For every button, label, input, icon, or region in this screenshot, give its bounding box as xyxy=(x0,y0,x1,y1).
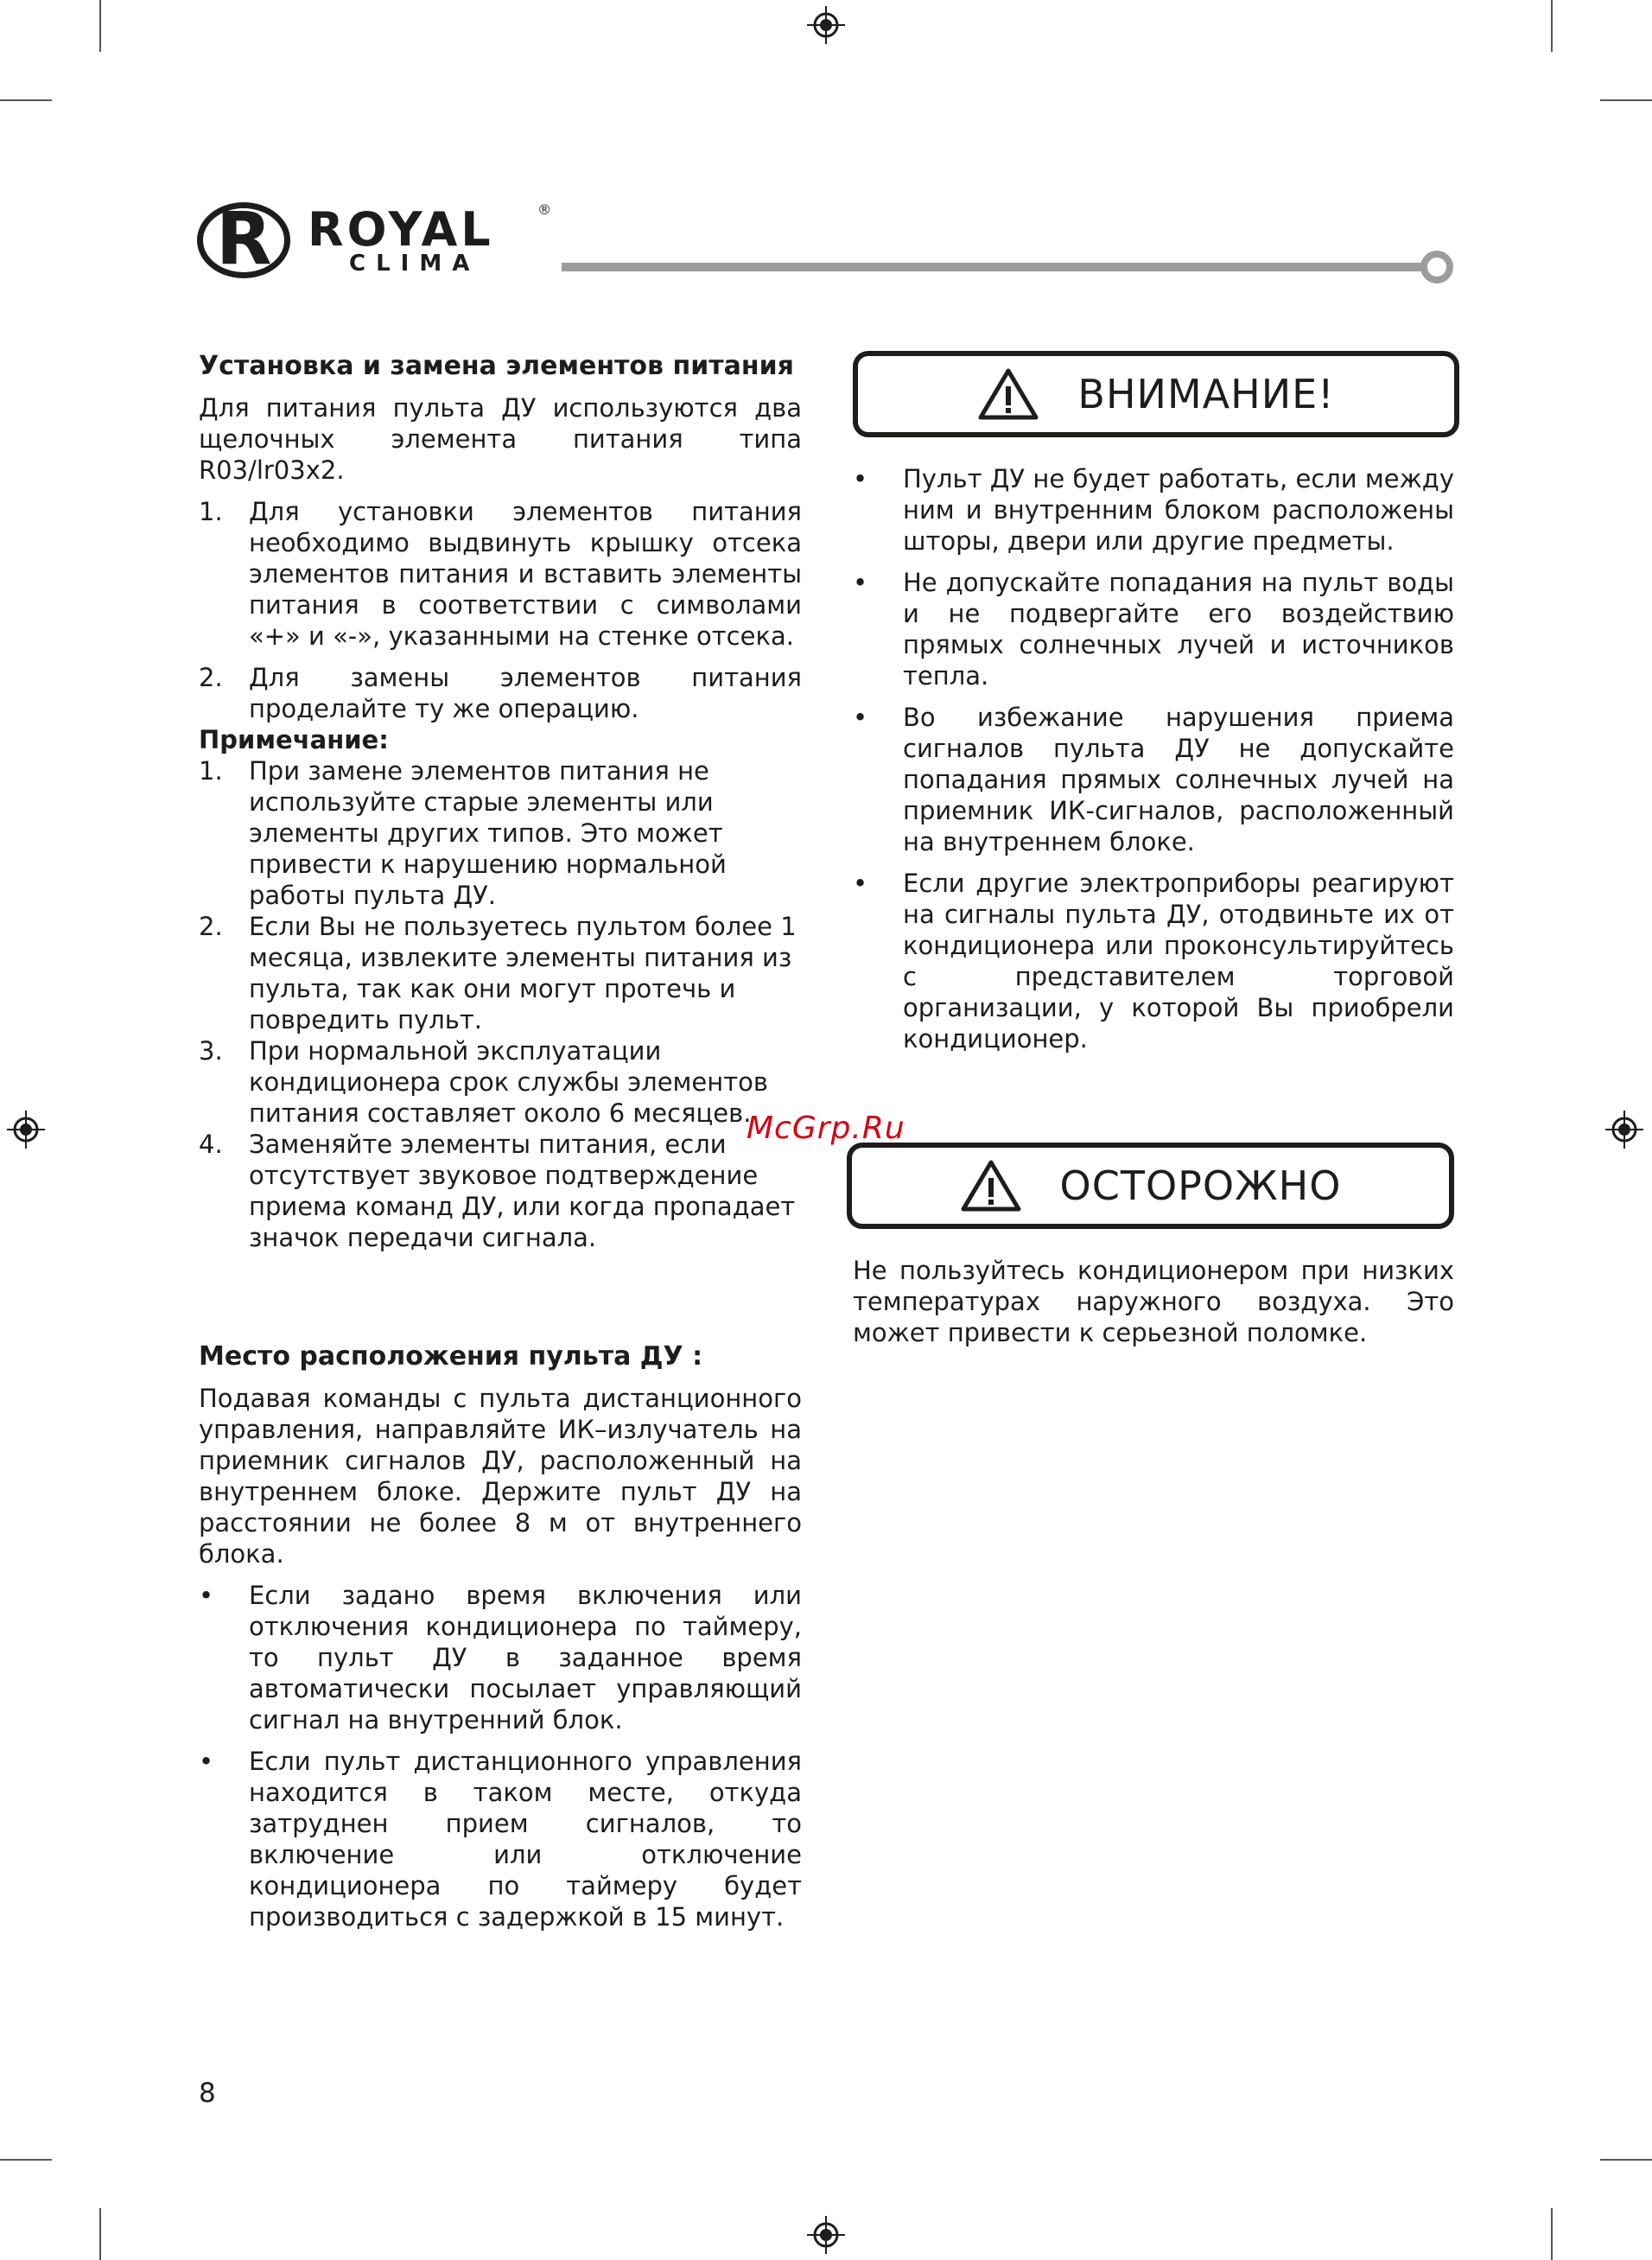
list-item xyxy=(199,1746,802,1932)
right-column xyxy=(853,463,1454,1065)
caution-box xyxy=(847,1143,1454,1229)
batteries-intro: Для питания пульта ДУ используются два щелочных элемента питания типа R03/lr03x2. xyxy=(199,393,802,485)
list-item xyxy=(199,1129,802,1253)
registration-mark-icon xyxy=(807,6,845,44)
logo-name: ROYAL xyxy=(308,202,494,257)
list-marker: • xyxy=(199,1747,214,1776)
caution-text-block xyxy=(853,1255,1454,1359)
crop-mark xyxy=(0,99,52,101)
logo-subname: CLIMA xyxy=(349,251,480,277)
list-item-text: При замене элементов питания не используйте старые элементы или элементы других типов. Это может привести к нарушению нормальной работы пульта ДУ. xyxy=(249,756,727,910)
remote-location-bullets xyxy=(199,1580,802,1932)
list-marker: 2. xyxy=(199,663,223,692)
list-marker: • xyxy=(853,869,868,898)
notes-list xyxy=(199,755,802,1253)
left-column-lower xyxy=(199,1341,802,1943)
list-marker: • xyxy=(199,1581,214,1610)
list-item-text: Пульт ДУ не будет работать, если между ним и внутренним блоком расположены шторы, двери или другие предметы. xyxy=(903,464,1454,556)
list-item xyxy=(199,496,802,652)
header-rule-endpoint xyxy=(1420,251,1453,283)
list-marker: • xyxy=(853,568,868,597)
logo-letter: R xyxy=(216,196,272,281)
list-marker: 2. xyxy=(199,912,223,941)
list-marker: 1. xyxy=(199,756,223,786)
list-marker: 1. xyxy=(199,497,223,526)
warning-triangle-icon xyxy=(977,367,1039,421)
list-item-text: Не допускайте попадания на пульт воды и не подвергайте его воздействию прямых солнечных лучей и источников тепла. xyxy=(903,568,1454,691)
registration-mark-icon xyxy=(807,2216,845,2254)
list-marker: • xyxy=(853,464,868,493)
list-item-text: Заменяйте элементы питания, если отсутствует звуковое подтверждение приема команд ДУ, или когда пропадает значок передачи сигнала. xyxy=(249,1130,796,1252)
note-title: Примечание: xyxy=(199,725,389,754)
crop-mark xyxy=(1600,2159,1652,2161)
list-marker: • xyxy=(853,703,868,732)
list-item xyxy=(199,911,802,1035)
crop-mark xyxy=(1551,0,1553,52)
list-marker: 4. xyxy=(199,1130,223,1159)
list-item xyxy=(853,702,1454,857)
list-item xyxy=(199,1580,802,1735)
crop-mark xyxy=(0,2159,52,2161)
list-item-text: Если задано время включения или отключения кондиционера по таймеру, то пульт ДУ в заданное время автоматически посылает управляющий сигнал на внутренний блок. xyxy=(249,1581,802,1735)
warning-triangle-icon xyxy=(960,1159,1022,1213)
registration-mark-icon xyxy=(1605,1111,1643,1149)
crop-mark xyxy=(99,0,101,52)
caution-label: ОСТОРОЖНО xyxy=(1059,1162,1342,1209)
list-item-text: Для замены элементов питания проделайте ту же операцию. xyxy=(249,663,802,723)
remote-location-intro: Подавая команды с пульта дистанционного управления, направляйте ИК–излучатель на приемник сигналов ДУ, расположенный на внутреннем блоке. Держите пульт ДУ на расстоянии не более 8 м от внутреннего блока. xyxy=(199,1384,802,1569)
left-column xyxy=(199,351,802,1253)
brand-logo xyxy=(197,196,560,281)
caution-text: Не пользуйтесь кондиционером при низких температурах наружного воздуха. Это может привести к серьезной поломке. xyxy=(853,1256,1454,1347)
warning-bullets xyxy=(853,463,1454,1054)
watermark: McGrp.Ru xyxy=(747,1111,905,1146)
section-title-batteries: Установка и замена элементов питания xyxy=(199,351,794,381)
list-marker: 3. xyxy=(199,1036,223,1066)
page-number: 8 xyxy=(199,2078,216,2109)
list-item xyxy=(853,463,1454,557)
list-item-text: Если Вы не пользуетесь пультом более 1 месяца, извлеките элементы питания из пульта, так как они могут протечь и повредить пульт. xyxy=(249,912,797,1035)
header-rule xyxy=(562,263,1426,271)
list-item xyxy=(199,1035,802,1129)
warning-label: ВНИМАНИЕ! xyxy=(1077,371,1335,417)
list-item xyxy=(199,755,802,911)
logo-registered-mark: ® xyxy=(537,201,551,218)
crop-mark xyxy=(1551,2208,1553,2260)
warning-box xyxy=(853,351,1459,437)
list-item xyxy=(199,662,802,724)
list-item xyxy=(853,567,1454,691)
list-item-text: Если пульт дистанционного управления находится в таком месте, откуда затруднен прием сигналов, то включение или отключение кондиционера по таймеру будет производиться с задержкой в 15 минут. xyxy=(249,1747,802,1932)
crop-mark xyxy=(1600,99,1652,101)
list-item xyxy=(853,868,1454,1054)
list-item-text: Для установки элементов питания необходимо выдвинуть крышку отсека элементов питания и вставить элементы питания в соответствии с символами «+» и «-», указанными на стенке отсека. xyxy=(249,497,802,651)
list-item-text: При нормальной эксплуатации кондиционера срок службы элементов питания составляет около 6 месяцев. xyxy=(249,1036,768,1128)
crop-mark xyxy=(99,2208,101,2260)
battery-steps-list xyxy=(199,496,802,724)
list-item-text: Во избежание нарушения приема сигналов пульта ДУ не допускайте попадания прямых солнечных лучей на приемник ИК-сигналов, расположенный на внутреннем блоке. xyxy=(903,703,1454,856)
list-item-text: Если другие электроприборы реагируют на сигналы пульта ДУ, отодвиньте их от кондиционера или проконсультируйтесь с представителем торговой организации, у которой Вы приобрели кондиционер. xyxy=(903,869,1454,1054)
section-title-remote-location: Место расположения пульта ДУ : xyxy=(199,1341,703,1372)
registration-mark-icon xyxy=(7,1111,45,1149)
